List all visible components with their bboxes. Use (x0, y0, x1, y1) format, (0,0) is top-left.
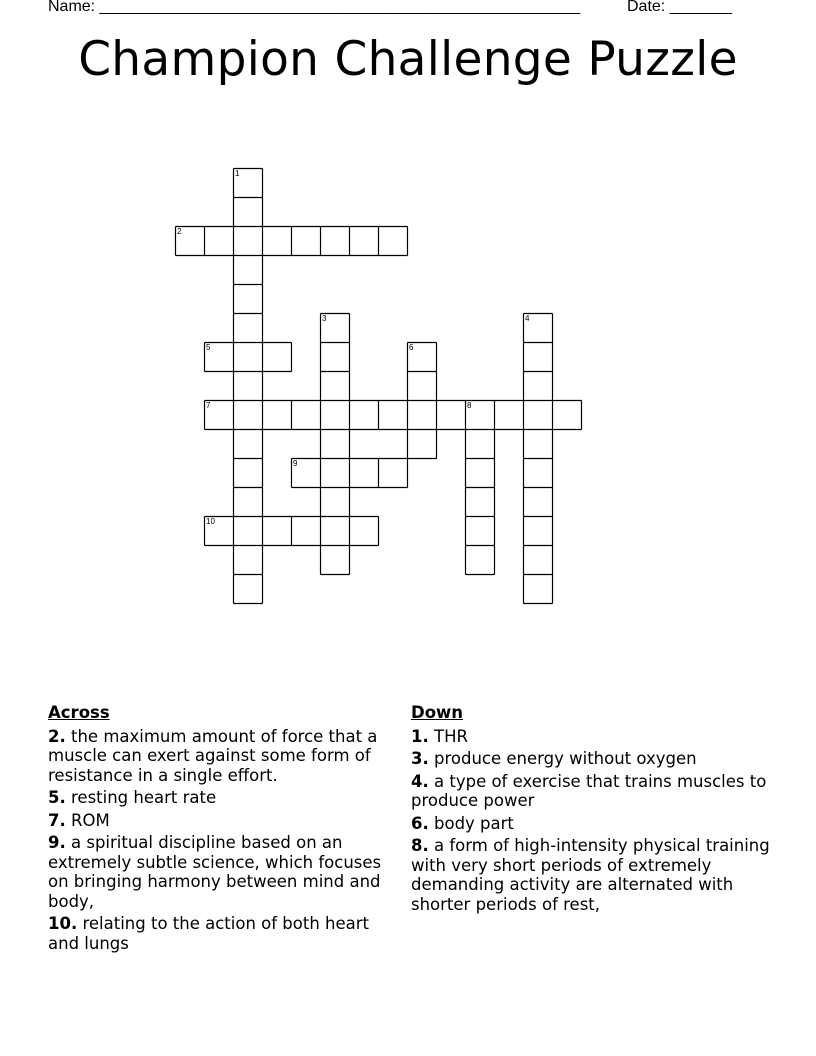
across-clue (48, 788, 393, 808)
down-heading: Down (411, 703, 464, 722)
clue-number-label: 10 (206, 517, 215, 526)
clue-number: 5. (48, 788, 66, 807)
clue-number: 7. (48, 810, 66, 830)
clue-number: 6. (411, 813, 429, 833)
clue-number: 9. (48, 833, 66, 852)
clue-number: 1. (411, 726, 429, 746)
clue-number-label: 2 (177, 227, 182, 236)
name-field-label[interactable]: Name: ______________________________________________________ (48, 0, 581, 15)
down-clue (411, 749, 771, 769)
down-clue (411, 814, 771, 834)
clue-number: 4. (411, 771, 429, 791)
clue-number: 2. (48, 726, 66, 746)
clue-number-label: 9 (293, 459, 298, 468)
clue-text: a type of exercise that trains muscles to produce power (411, 771, 767, 810)
clue-text: produce energy without oxygen (434, 749, 697, 768)
clue-text: the maximum amount of force that a muscle can exert against some form of resistance in a single effort. (48, 726, 378, 785)
across-clue (48, 833, 393, 911)
clue-number-label: 1 (235, 169, 240, 178)
clue-number-label: 7 (206, 401, 211, 410)
clue-number: 3. (411, 749, 429, 768)
clue-text: relating to the action of both heart and lungs (48, 914, 370, 953)
clue-text: body part (434, 813, 514, 833)
across-clues (48, 703, 393, 956)
date-field-label[interactable]: Date: _______ (627, 0, 732, 15)
clue-text: resting heart rate (71, 788, 217, 807)
clue-number: 8. (411, 836, 429, 855)
clue-number: 10. (48, 914, 78, 933)
clue-number-label: 8 (467, 401, 472, 410)
clue-number-label: 4 (525, 314, 530, 323)
clue-number-label: 3 (322, 314, 327, 323)
clue-text: THR (434, 726, 468, 746)
down-clue (411, 727, 771, 747)
across-clue (48, 811, 393, 831)
across-clue (48, 727, 393, 786)
across-clue (48, 914, 393, 953)
across-heading: Across (48, 703, 110, 722)
clue-text: a spiritual discipline based on an extremely subtle science, which focuses on bringing harmony between mind and body, (48, 833, 382, 911)
clue-number-label: 5 (206, 343, 211, 352)
down-clues (411, 703, 771, 917)
clue-number-label: 6 (409, 343, 414, 352)
down-clue (411, 772, 771, 811)
puzzle-title: Champion Challenge Puzzle (78, 32, 738, 87)
down-clue (411, 836, 771, 914)
clue-text: ROM (71, 810, 110, 830)
clue-text: a form of high-intensity physical training with very short periods of extremely demanding activity are alternated with shorter periods of rest, (411, 836, 770, 914)
